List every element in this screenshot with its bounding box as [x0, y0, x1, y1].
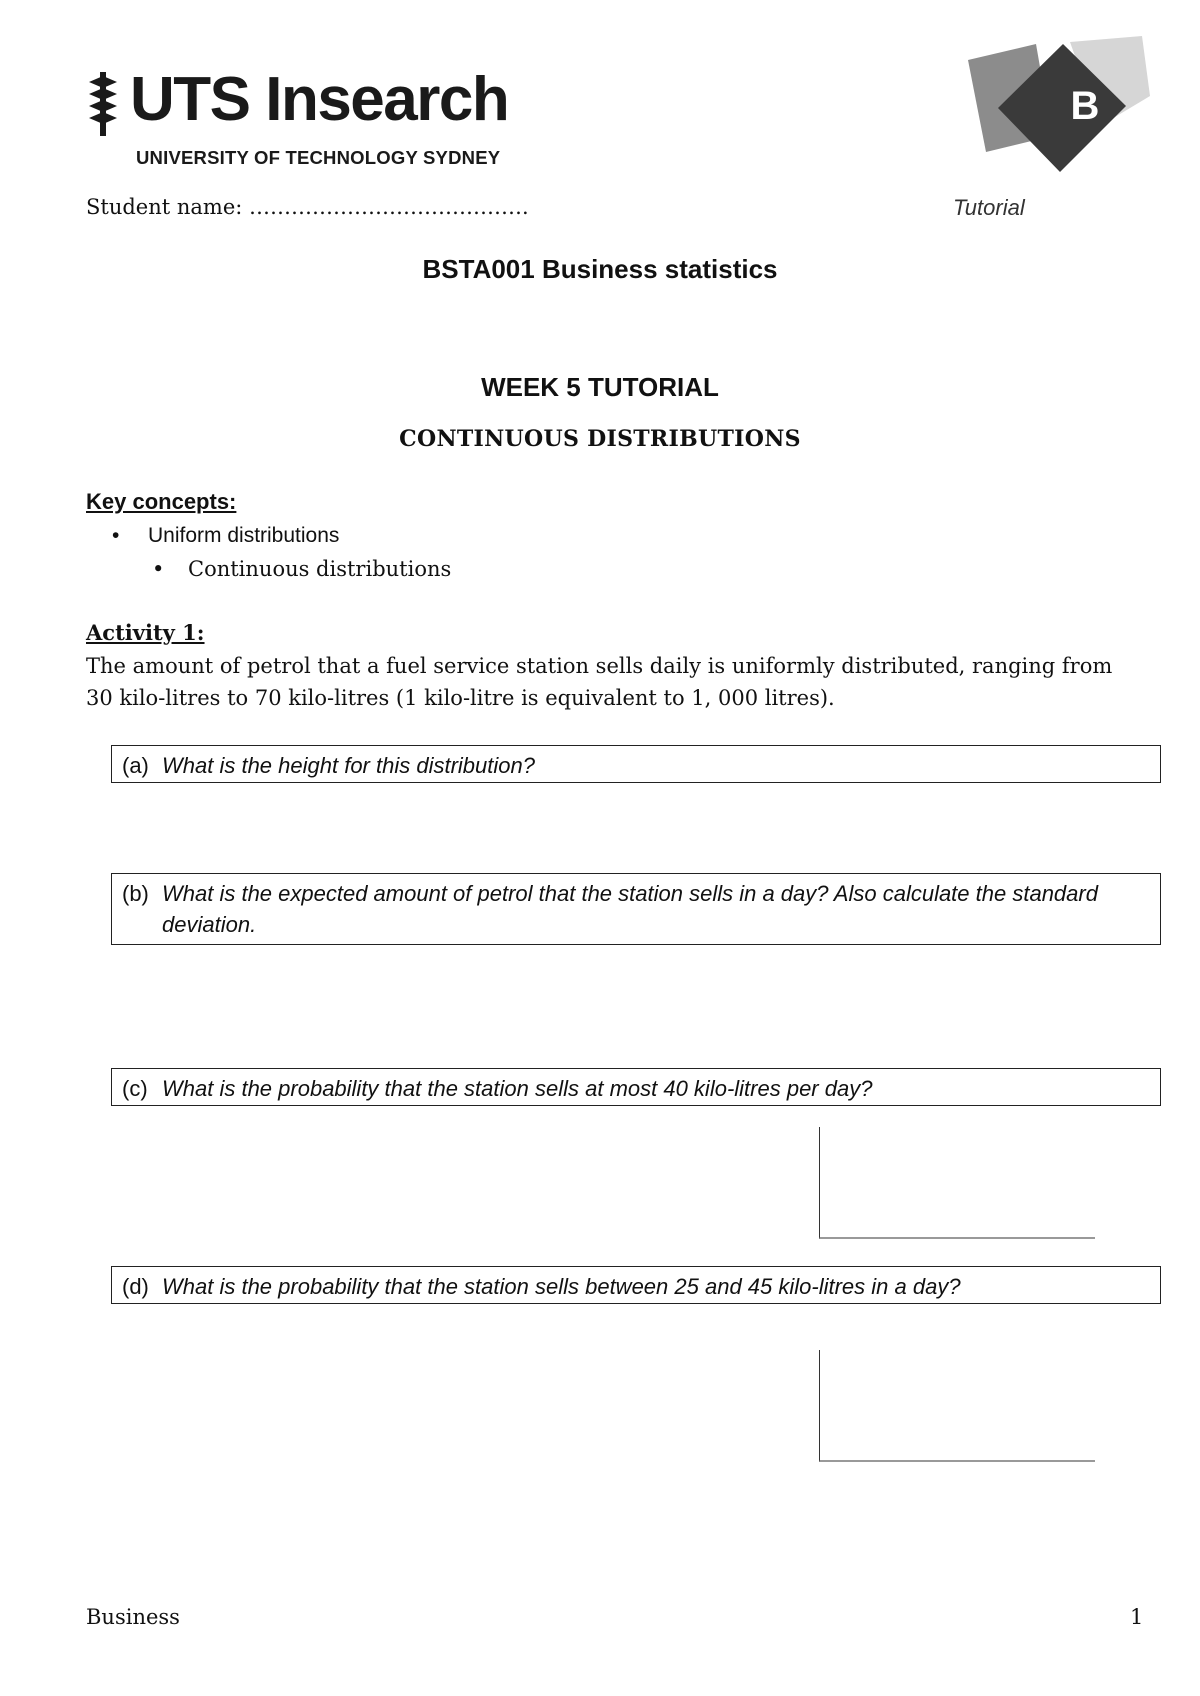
question-box-d	[111, 1266, 1161, 1304]
student-name-field: Student name: ………………………………….	[86, 195, 529, 219]
footer-label: Business	[86, 1605, 180, 1629]
bullet-icon: •	[112, 524, 120, 547]
page-number: 1	[1130, 1605, 1144, 1629]
question-box-a	[111, 745, 1161, 783]
key-concepts-heading: Key concepts:	[86, 489, 237, 514]
sketch-axes	[819, 1127, 1095, 1239]
uts-crest-icon	[86, 72, 120, 136]
bullet-icon: •	[152, 557, 165, 581]
topic-title: CONTINUOUS DISTRIBUTIONS	[399, 426, 801, 452]
week-title: WEEK 5 TUTORIAL	[481, 372, 719, 402]
tutorial-label: Tutorial	[953, 195, 1025, 220]
question-box-c	[111, 1068, 1161, 1106]
activity-heading: Activity 1:	[86, 620, 205, 645]
uts-insearch-logo	[86, 65, 516, 180]
sketch-axes	[819, 1350, 1095, 1462]
badge-letter: B	[1070, 84, 1100, 128]
question-tag: (d)	[122, 1274, 149, 1299]
question-tag: (b)	[122, 881, 149, 906]
activity-description: The amount of petrol that a fuel service station sells daily is uniformly distributed, ranging from 30 kilo-litres to 70 kilo-litres (1 kilo-litre is equivalent to 1, 000 litres).	[86, 654, 1113, 710]
question-text: What is the height for this distribution?	[162, 753, 535, 778]
course-title: BSTA001 Business statistics	[422, 254, 778, 284]
subject-badge	[960, 36, 1160, 176]
question-text: What is the probability that the station sells at most 40 kilo-litres per day?	[162, 1076, 873, 1101]
question-box-b	[111, 873, 1161, 945]
question-text: What is the probability that the station sells between 25 and 45 kilo-litres in a day?	[162, 1274, 961, 1299]
question-tag: (c)	[122, 1076, 148, 1101]
key-concept-item: • Uniform distributions	[112, 524, 340, 547]
logo-name: UTS Insearch	[130, 65, 509, 134]
key-concept-item: • Continuous distributions	[152, 557, 452, 581]
question-text: What is the expected amount of petrol that the station sells in a day? Also calculate the standard deviation.	[162, 881, 1098, 937]
logo-subtitle: UNIVERSITY OF TECHNOLOGY SYDNEY	[136, 147, 501, 168]
question-tag: (a)	[122, 753, 149, 778]
